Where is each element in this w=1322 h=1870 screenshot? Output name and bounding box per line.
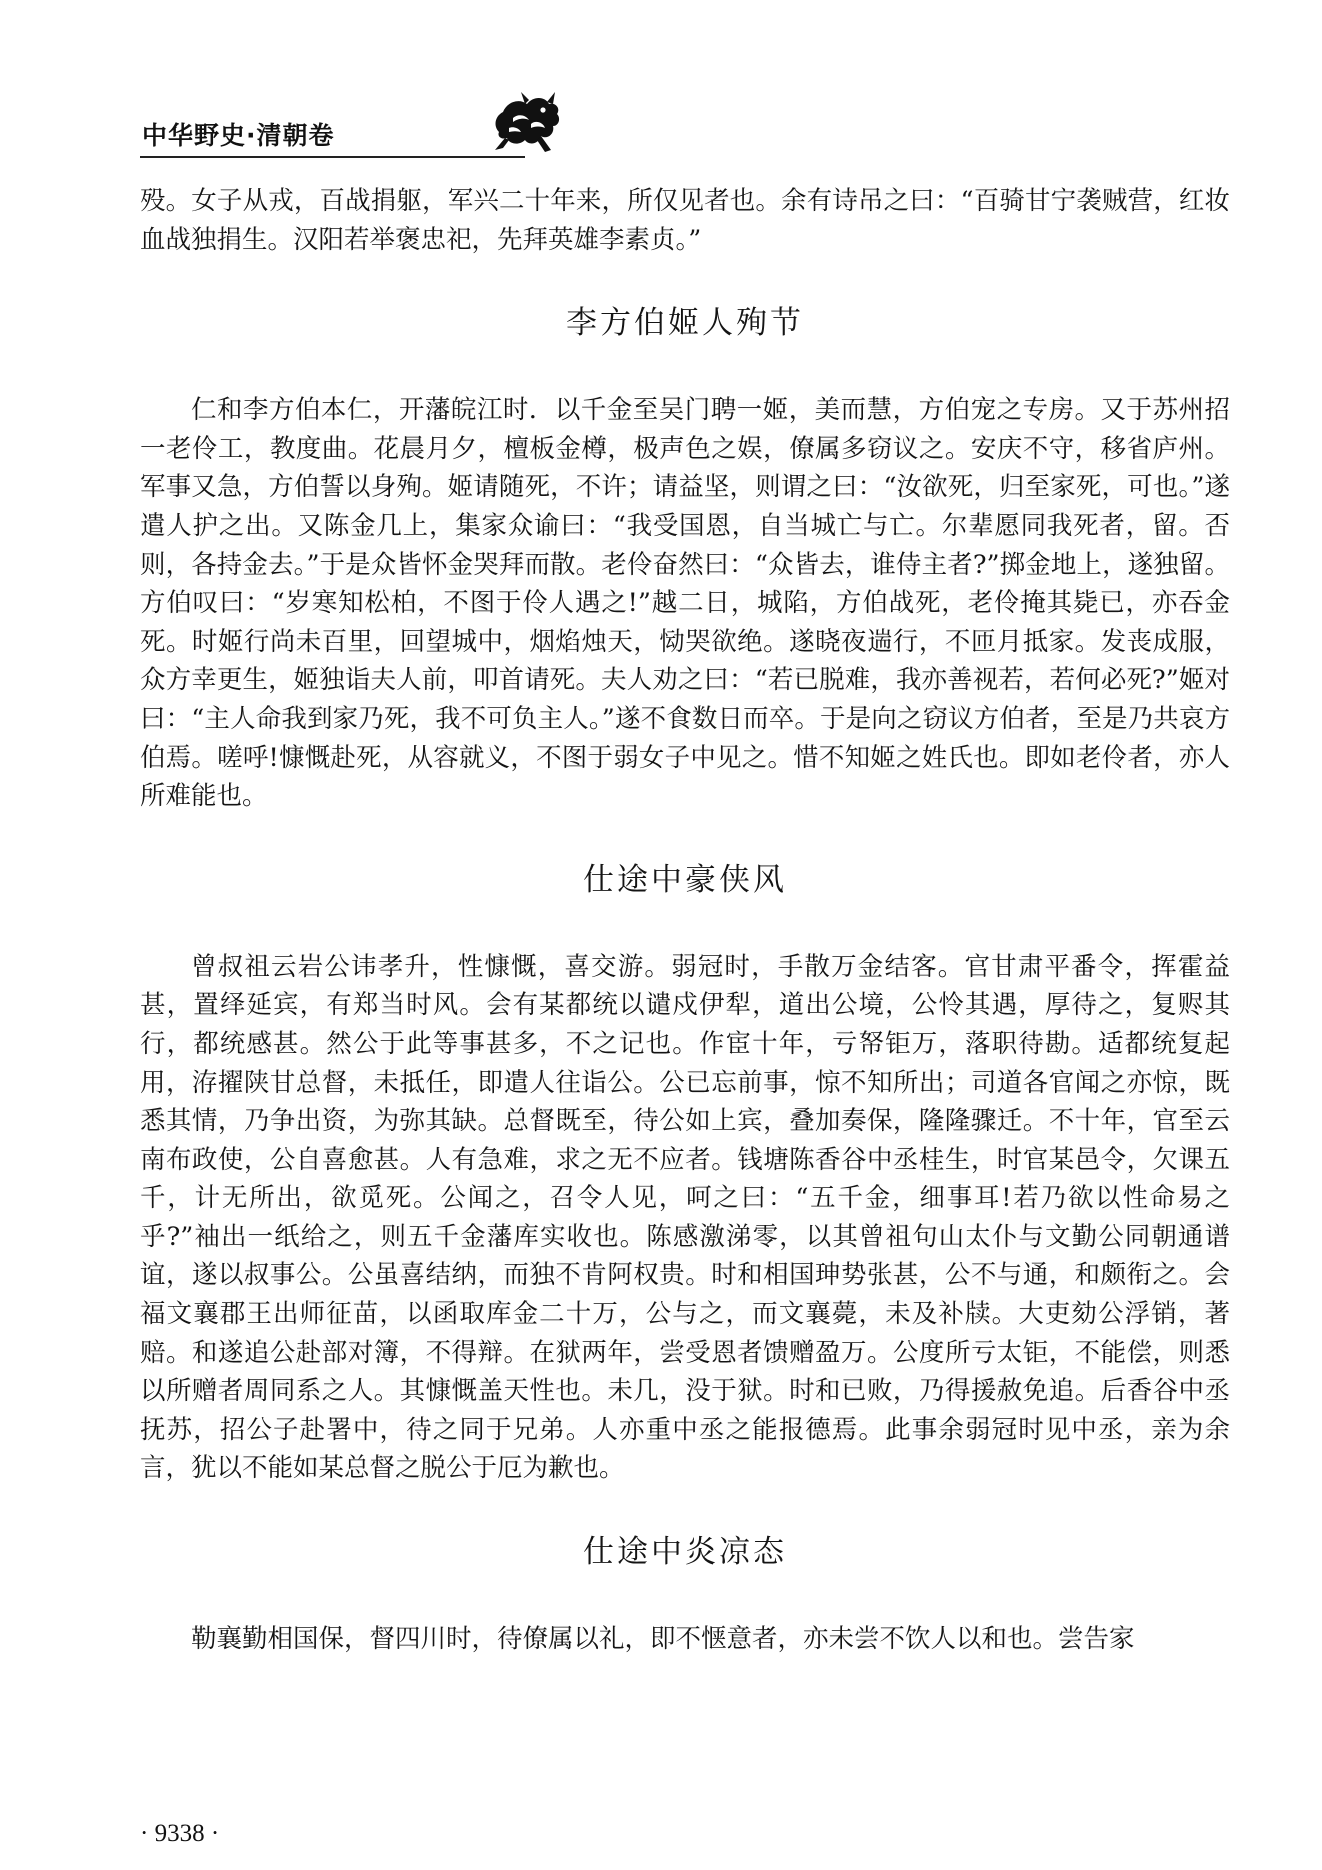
book-title: 中华野史·清朝卷 bbox=[142, 121, 335, 150]
section-title: 李方伯姬人殉节 bbox=[566, 305, 804, 342]
section-title: 仕途中豪侠风 bbox=[583, 861, 787, 898]
page-body bbox=[140, 182, 1230, 1659]
body-paragraph: 勒襄勤相国保，督四川时，待僚属以礼，即不惬意者，亦未尝不饮人以和也。尝告家 bbox=[191, 1624, 1135, 1655]
intro-paragraph: 殁。女子从戎，百战捐躯，军兴二十年来，所仅见者也。余有诗吊之曰：“百骑甘宁袭贼营，红妆血战独捐生。汉阳若举褒忠祀，先拜英雄李素贞。” bbox=[140, 186, 1230, 255]
header-rule bbox=[140, 156, 525, 158]
body-paragraph: 仁和李方伯本仁，开藩皖江时．以千金至吴门聘一姬，美而慧，方伯宠之专房。又于苏州招一老伶工，教度曲。花晨月夕，檀板金樽，极声色之娱，僚属多窃议之。安庆不守，移省庐州。军事又急，方伯誓以身殉。姬请随死，不许；请益坚，则谓之曰：“汝欲死，归至家死，可也。”遂遣人护之出。又陈金几上，集家众谕曰：“我受国恩，自当城亡与亡。尔辈愿同我死者，留。否则，各持金去。”于是众皆怀金哭拜而散。老伶奋然曰：“众皆去，谁侍主者?”掷金地上，遂独留。方伯叹曰：“岁寒知松柏，不图于伶人遇之!”越二日，城陷，方伯战死，老伶掩其毙已，亦吞金死。时姬行尚未百里，回望城中，烟焰烛天，恸哭欲绝。遂晓夜遄行，不匝月抵家。发丧成服，众方幸更生，姬独诣夫人前，叩首请死。夫人劝之曰：“若已脱难，我亦善视若，若何必死?”姬对曰：“主人命我到家乃死，我不可负主人。”遂不食数日而卒。于是向之窃议方伯者，至是乃共哀方伯焉。嗟呼!慷慨赴死，从容就义，不图于弱女子中见之。惜不知姬之姓氏也。即如老伶者，亦人所难能也。 bbox=[140, 395, 1230, 812]
body-paragraph: 曾叔祖云岩公讳孝升，性慷慨，喜交游。弱冠时，手散万金结客。官甘肃平番令，挥霍益甚，置绎延宾，有郑当时风。会有某都统以谴戍伊犁，道出公境，公怜其遇，厚待之，复赆其行，都统感甚。然公于此等事甚多，不之记也。作宦十年，亏帑钜万，落职待勘。适都统复起用，洊擢陕甘总督，未抵任，即遣人往诣公。公已忘前事，惊不知所出；司道各官闻之亦惊，既悉其情，乃争出资，为弥其缺。总督既至，待公如上宾，叠加奏保，隆隆骤迁。不十年，官至云南布政使，公自喜愈甚。人有急难，求之无不应者。钱塘陈香谷中丞桂生，时官某邑令，欠课五千，计无所出，欲觅死。公闻之，召令人见，呵之曰：“五千金，细事耳!若乃欲以性命易之乎?”袖出一纸给之，则五千金藩库实收也。陈感激涕零，以其曾祖句山太仆与文勤公同朝通谱谊，遂以叔事公。公虽喜结纳，而独不肯阿权贵。时和相国珅势张甚，公不与通，和颇衔之。会福文襄郡王出师征苗，以函取库金二十万，公与之，而文襄薨，未及补牍。大吏劾公浮销，著赔。和遂追公赴部对簿，不得辩。在狱两年，尝受恩者馈赠盈万。公度所亏太钜，不能偿，则悉以所赠者周同系之人。其慷慨盖天性也。未几，没于狱。时和已败，乃得援赦免追。后香谷中丞抚苏，招公子赴署中，待之同于兄弟。人亦重中丞之能报德焉。此事余弱冠时见中丞，亲为余言，犹以不能如某总督之脱公于厄为歉也。 bbox=[140, 951, 1230, 1484]
running-header bbox=[140, 100, 1230, 160]
section-title: 仕途中炎凉态 bbox=[583, 1534, 787, 1571]
page-number: · 9338 · bbox=[140, 1820, 220, 1847]
dragon-emblem-icon bbox=[485, 88, 565, 156]
